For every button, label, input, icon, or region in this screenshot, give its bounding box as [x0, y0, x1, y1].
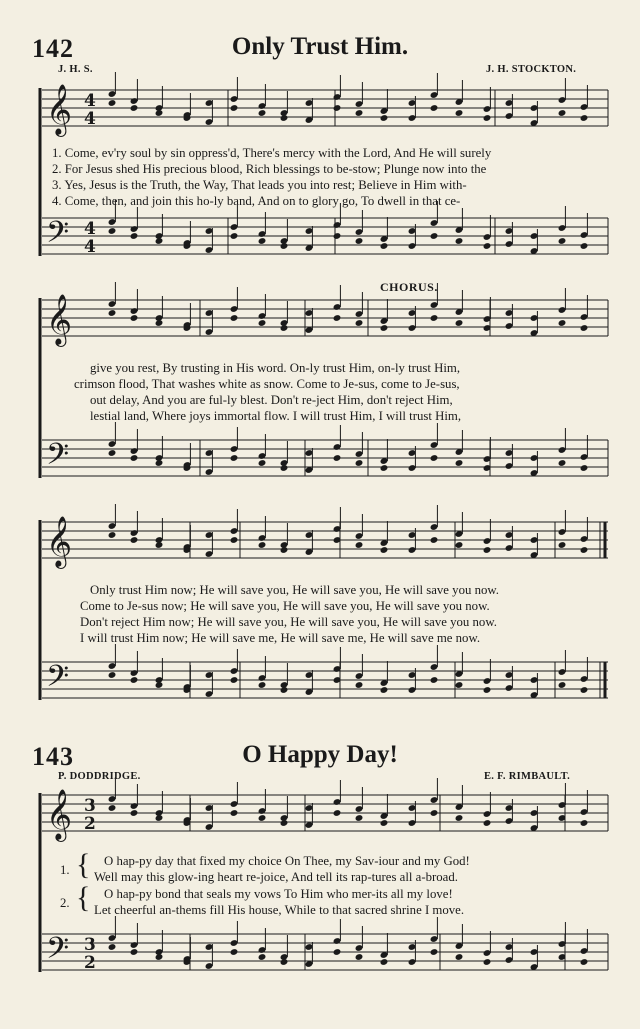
verse-brace-2: {	[76, 881, 91, 914]
verse-line-4: 4. Come, then, and join this ho-ly band, And on to glory go, To dwell in that ce-	[52, 194, 461, 208]
notehead	[230, 676, 239, 684]
notehead	[483, 546, 492, 554]
chorus-label: CHORUS.	[380, 280, 438, 294]
notehead	[580, 464, 589, 472]
notehead	[130, 232, 139, 240]
notehead	[558, 237, 567, 245]
notehead	[430, 536, 439, 544]
notehead	[108, 531, 117, 539]
notehead	[258, 814, 267, 822]
svg-text:2: 2	[84, 814, 96, 834]
final-line-1: Only trust Him now; He will save you, He will save you, He will save you now.	[90, 583, 499, 597]
notehead	[130, 809, 139, 817]
notehead	[280, 114, 289, 122]
notehead	[558, 319, 567, 327]
notehead	[380, 686, 389, 694]
notehead	[430, 948, 439, 956]
notehead	[280, 958, 289, 966]
notehead	[380, 819, 389, 827]
notehead	[280, 464, 289, 472]
notehead	[333, 454, 342, 462]
notehead	[130, 104, 139, 112]
notehead	[108, 227, 117, 235]
notehead	[580, 546, 589, 554]
final-line-2: Come to Je-sus now; He will save you, He will save you, He will save you now.	[80, 599, 490, 613]
notehead	[333, 314, 342, 322]
notehead	[455, 681, 464, 689]
notehead	[280, 324, 289, 332]
notehead	[280, 819, 289, 827]
notehead	[230, 454, 239, 462]
notehead	[430, 314, 439, 322]
notehead	[230, 809, 239, 817]
verse-line-3: O hap-py bond that seals my vows To Him who mer-its all my love!	[104, 887, 453, 901]
svg-text:𝄢: 𝄢	[46, 932, 70, 973]
notehead	[380, 114, 389, 122]
notehead	[258, 109, 267, 117]
final-line-3: Don't reject Him now; He will save you, He will save you, He will save you now.	[80, 615, 497, 629]
middle-line-3: out delay, And you are ful-ly blest. Don't re-ject Him, don't reject Him,	[90, 393, 453, 407]
notehead	[130, 314, 139, 322]
verse-line-4: Let cheerful an-thems fill His house, While to that sacred shrine I move.	[94, 903, 465, 917]
notehead	[580, 114, 589, 122]
svg-text:𝄢: 𝄢	[46, 216, 70, 257]
verse-line-2: Well may this glow-ing heart re-joice, And tell its rap-tures all a-broad.	[94, 870, 458, 884]
verse-line-2: 2. For Jesus shed His precious blood, Rich blessings to be-stow; Plunge now into the	[52, 162, 487, 176]
hymn-title: O Happy Day!	[242, 741, 398, 768]
notehead	[108, 671, 117, 679]
notehead	[130, 948, 139, 956]
notehead	[455, 953, 464, 961]
notehead	[230, 314, 239, 322]
svg-text:4: 4	[84, 237, 96, 257]
notehead	[230, 104, 239, 112]
svg-text:4: 4	[84, 109, 96, 129]
svg-text:2: 2	[84, 953, 96, 973]
notehead	[258, 237, 267, 245]
notehead	[108, 804, 117, 812]
svg-text:𝄢: 𝄢	[46, 660, 70, 701]
notehead	[430, 454, 439, 462]
verse-brace-1: {	[76, 848, 91, 881]
notehead	[333, 232, 342, 240]
middle-line-2: crimson flood, That washes white as snow. Come to Je-sus, come to Je-sus,	[74, 377, 460, 391]
notehead	[430, 104, 439, 112]
notehead	[455, 109, 464, 117]
notehead	[130, 454, 139, 462]
notehead	[355, 541, 364, 549]
svg-text:4: 4	[84, 219, 96, 239]
notehead	[380, 464, 389, 472]
notehead	[230, 948, 239, 956]
notehead	[108, 449, 117, 457]
svg-text:𝄢: 𝄢	[46, 438, 70, 479]
notehead	[155, 953, 164, 961]
notehead	[108, 99, 117, 107]
verse-line-1: O hap-py day that fixed my choice On Thee, my Sav-iour and my God!	[104, 854, 470, 868]
notehead	[430, 809, 439, 817]
notehead	[430, 676, 439, 684]
notehead	[580, 958, 589, 966]
notehead	[380, 958, 389, 966]
hymn-author: P. DODDRIDGE.	[58, 771, 141, 782]
svg-text:4: 4	[84, 91, 96, 111]
notehead	[580, 686, 589, 694]
notehead	[580, 324, 589, 332]
notehead	[130, 536, 139, 544]
notehead	[230, 232, 239, 240]
middle-line-1: give you rest, By trusting in His word. On-ly trust Him, on-ly trust Him,	[90, 361, 461, 375]
verse-line-3: 3. Yes, Jesus is the Truth, the Way, That leads you into rest; Believe in Him with-	[52, 178, 467, 192]
svg-text:𝄞: 𝄞	[46, 516, 73, 567]
notehead	[155, 319, 164, 327]
notehead	[355, 319, 364, 327]
notehead	[155, 681, 164, 689]
notehead	[333, 809, 342, 817]
notehead	[455, 541, 464, 549]
notehead	[130, 676, 139, 684]
notehead	[483, 686, 492, 694]
notehead	[280, 546, 289, 554]
notehead	[333, 948, 342, 956]
notehead	[355, 953, 364, 961]
notehead	[258, 319, 267, 327]
notehead	[280, 686, 289, 694]
svg-text:𝄞: 𝄞	[46, 84, 73, 135]
notehead	[483, 242, 492, 250]
notehead	[155, 237, 164, 245]
notehead	[380, 242, 389, 250]
verse-marker-2: 2.	[60, 896, 70, 910]
svg-text:𝄞: 𝄞	[46, 294, 73, 345]
svg-text:3: 3	[84, 935, 96, 955]
hymn-composer: J. H. STOCKTON.	[486, 64, 577, 75]
notehead	[108, 309, 117, 317]
notehead	[355, 814, 364, 822]
notehead	[558, 541, 567, 549]
notehead	[483, 114, 492, 122]
hymn-number: 142	[32, 34, 74, 63]
notehead	[380, 324, 389, 332]
notehead	[455, 237, 464, 245]
notehead	[155, 459, 164, 467]
notehead	[455, 459, 464, 467]
notehead	[155, 109, 164, 117]
notehead	[258, 541, 267, 549]
notehead	[355, 459, 364, 467]
notehead	[258, 953, 267, 961]
notehead	[455, 814, 464, 822]
notehead	[333, 104, 342, 112]
notehead	[430, 232, 439, 240]
svg-text:𝄞: 𝄞	[46, 789, 73, 840]
verse-marker-1: 1.	[60, 863, 70, 877]
notehead	[280, 242, 289, 250]
hymn-number: 143	[32, 742, 74, 771]
middle-line-4: lestial land, Where joys immortal flow. I will trust Him, I will trust Him,	[90, 409, 462, 423]
svg-text:3: 3	[84, 796, 96, 816]
notehead	[258, 459, 267, 467]
verse-line-1: 1. Come, ev'ry soul by sin oppress'd, There's mercy with the Lord, And He will surely	[52, 146, 492, 160]
notehead	[558, 109, 567, 117]
notehead	[580, 242, 589, 250]
final-line-4: I will trust Him now; He will save me, He will save me, He will save me now.	[80, 631, 481, 645]
hymn-composer: E. F. RIMBAULT.	[484, 771, 571, 782]
notehead	[155, 541, 164, 549]
hymn-title: Only Trust Him.	[231, 33, 409, 60]
notehead	[355, 237, 364, 245]
notehead	[258, 681, 267, 689]
notehead	[558, 681, 567, 689]
hymn-author: J. H. S.	[58, 64, 93, 75]
notehead	[455, 319, 464, 327]
notehead	[108, 943, 117, 951]
notehead	[580, 819, 589, 827]
notehead	[483, 819, 492, 827]
notehead	[355, 681, 364, 689]
notehead	[230, 536, 239, 544]
notehead	[483, 958, 492, 966]
notehead	[380, 546, 389, 554]
notehead	[558, 459, 567, 467]
notehead	[355, 109, 364, 117]
notehead	[155, 814, 164, 822]
